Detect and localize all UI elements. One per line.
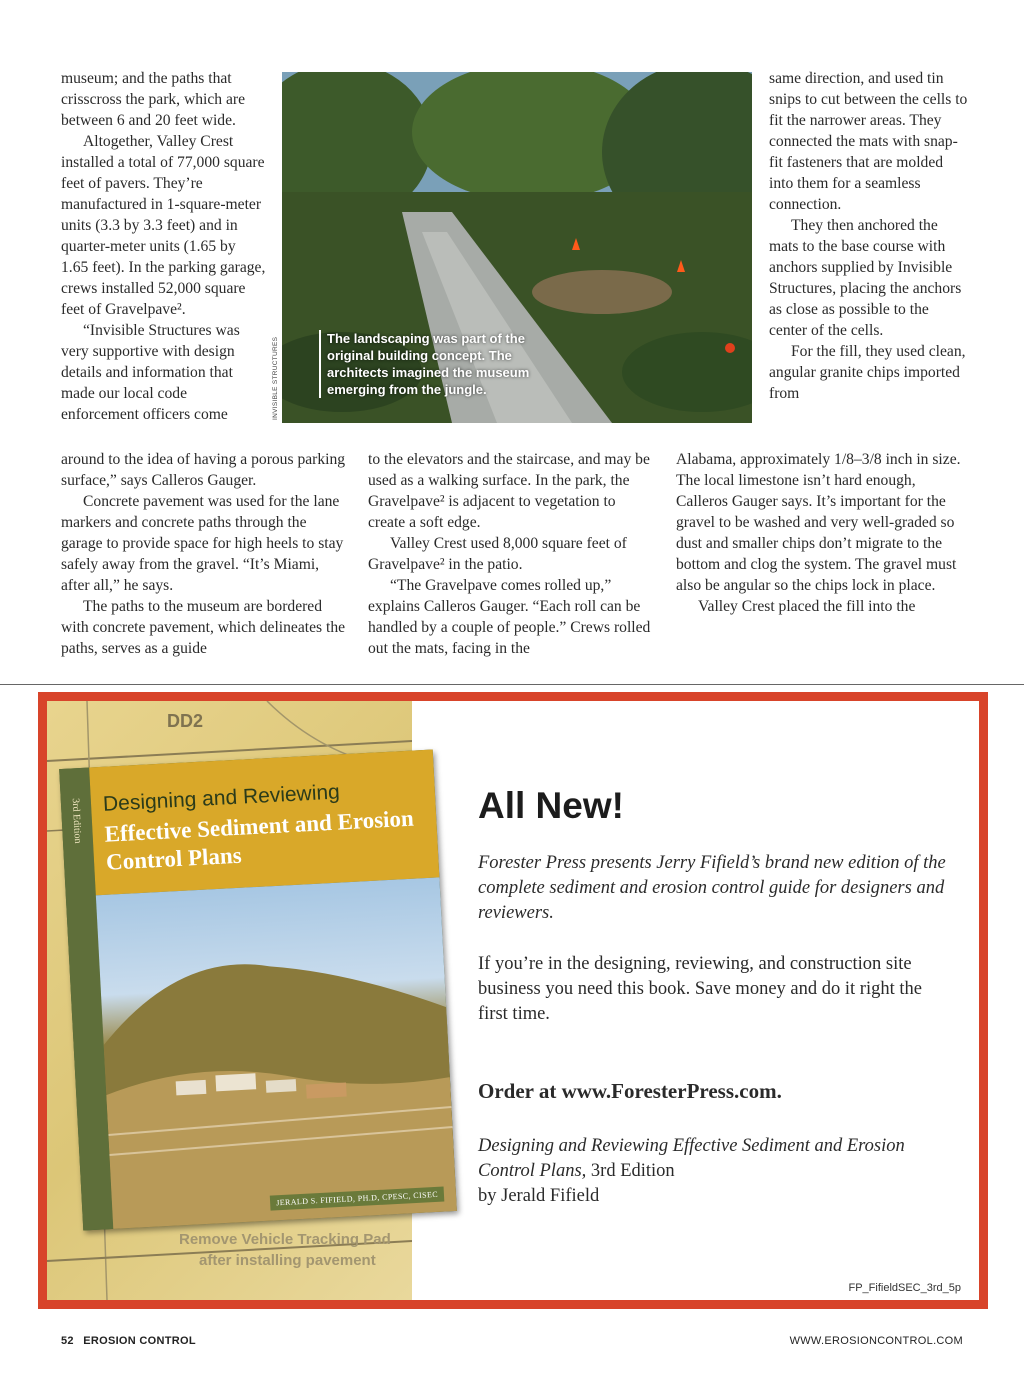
column-3-upper [769,68,969,404]
page-footer-left [61,1335,196,1347]
map-label: after installing pavement [199,1252,376,1269]
column-3-lower [676,449,966,617]
section-divider [0,684,1024,685]
site-url[interactable]: WWW.EROSIONCONTROL.COM [789,1335,963,1347]
ad-headline: All New! [478,785,624,826]
paragraph: They then anchored the mats to the base course with anchors supplied by Invisible Structures, placing the anchors as close as possible to the center of the cells. [769,217,962,339]
paragraph: Valley Crest used 8,000 square feet of Gravelpave² in the patio. [368,535,627,573]
citation-byline: by Jerald Fifield [478,1186,600,1206]
map-label: Remove Vehicle Tracking Pad [179,1231,391,1248]
ad-pitch: If you’re in the designing, reviewing, and construction site business you need this book. Save money and do it right the first time. [478,954,922,1024]
paragraph: same direction, and used tin snips to cut between the cells to fit the narrower areas. They connected the mats with snap-fit fasteners that are molded into them for a seamless connection. [769,70,968,213]
paragraph: Alabama, approximately 1/8–3/8 inch in size. The local limestone isn’t hard enough, Calleros Gauger says. It’s important for the gravel to be washed and very well-graded so dust and smaller chips don’t migrate to the bottom and clog the system. The gravel must also be angular so the chips lock in place. [676,451,961,594]
paragraph: to the elevators and the staircase, and may be used as a walking surface. In the park, the Gravelpave² is adjacent to vegetation to create a soft edge. [368,451,650,531]
magazine-name: EROSION CONTROL [83,1335,196,1347]
map-label: DD2 [167,711,204,731]
book-author: JERALD S. FIFIELD, PH.D, CPESC, CISEC [270,1187,444,1211]
order-link[interactable]: Order at www.ForesterPress.com. [478,1079,782,1103]
paragraph: “Invisible Structures was very supportive with design details and information that made our local code enforcement officers come [61,322,240,423]
paragraph: Valley Crest placed the fill into the [698,598,916,615]
book-edition: 3rd Edition [69,798,84,844]
paragraph: around to the idea of having a porous parking surface,” says Calleros Gauger. [61,451,346,489]
article-photo [282,72,752,423]
paragraph: The paths to the museum are bordered with concrete pavement, which delineates the paths, serves as a guide [61,598,346,657]
column-1-upper [61,68,266,425]
hillside-illustration [96,877,457,1229]
book-title-band [89,750,439,896]
ad-intro: Forester Press presents Jerry Fifield’s brand new edition of the complete sediment and erosion control guide for designers and reviewers. [478,853,946,923]
book-cover [59,750,457,1231]
paragraph: Altogether, Valley Crest installed a total of 77,000 square feet of pavers. They’re manufactured in 1-square-meter units (3.3 by 3.3 feet) and in quarter-meter units (1.65 by 1.65 feet). In the parking garage, crews installed 52,000 square feet of Gravelpave². [61,133,266,318]
paragraph: For the fill, they used clean, angular granite chips imported from [769,343,966,402]
citation-title: Designing and Reviewing Effective Sediment and Erosion Control Plans, [478,1136,905,1181]
ad-code: FP_FifieldSEC_3rd_5p [848,1282,961,1294]
column-2 [368,449,654,659]
ad-book-citation [478,1134,948,1209]
paragraph: museum; and the paths that crisscross the park, which are between 6 and 20 feet wide. [61,70,246,129]
column-1-lower [61,449,346,659]
page-number: 52 [61,1335,74,1347]
citation-edition: 3rd Edition [590,1161,675,1181]
photo-caption: The landscaping was part of the original building concept. The architects imagined the museum emerging from the jungle. [319,330,569,398]
book-cover-photo [96,877,457,1229]
book-title: Effective Sediment and Erosion Control Plans [103,805,415,875]
paragraph: “The Gravelpave comes rolled up,” explains Calleros Gauger. “Each roll can be handled by a couple of people.” Crews rolled out the mats, facing in the [368,577,651,657]
book-subtitle: Designing and Reviewing [102,780,341,816]
paragraph: Concrete pavement was used for the lane markers and concrete paths through the garage to provide space for high heels to stay safely away from the gravel. “It’s Miami, after all,” he says. [61,493,344,594]
photo-credit: INVISIBLE STRUCTURES [272,336,279,420]
